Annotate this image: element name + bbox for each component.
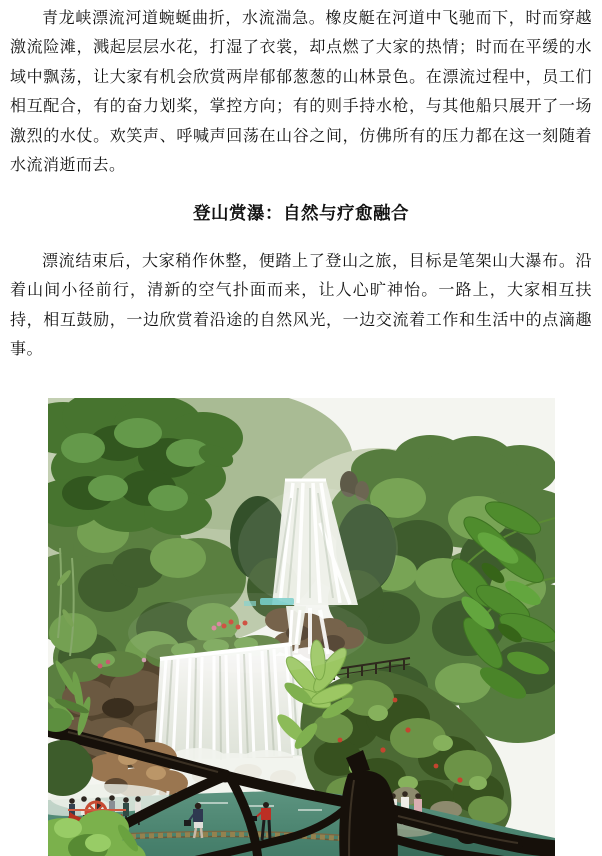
paragraph-hiking: 漂流结束后，大家稍作休整，便踏上了登山之旅，目标是笔架山大瀑布。沿着山间小径前行，清新的空气扑面而来，让人心旷神怡。一路上，大家相互扶持，相互鼓励，一边欣赏着沿途的自然风光，一边交流着工作和生活中的点滴趣事。 bbox=[10, 252, 592, 359]
paragraph-rafting: 青龙峡漂流河道蜿蜒曲折，水流湍急。橡皮艇在河道中飞驰而下，时而穿越激流险滩，溅起层层水花，打湿了衣裳，却点燃了大家的热情；时而在平缓的水域中飘荡，让大家有机会欣赏两岸郁郁葱葱的山林景色。在漂流过程中，员工们相互配合，有的奋力划桨，掌控方向；有的则手持水枪，与其他船只展开了一场激烈的水仗。欢笑声、呼喊声回荡在山谷之间，仿佛所有的压力都在这一刻随着水流消逝而去。 bbox=[10, 10, 592, 175]
waterfall-photo bbox=[48, 398, 555, 856]
section-heading: 登山赏瀑：自然与疗愈融合 bbox=[193, 203, 409, 224]
waterfall-photo-image bbox=[48, 398, 555, 856]
